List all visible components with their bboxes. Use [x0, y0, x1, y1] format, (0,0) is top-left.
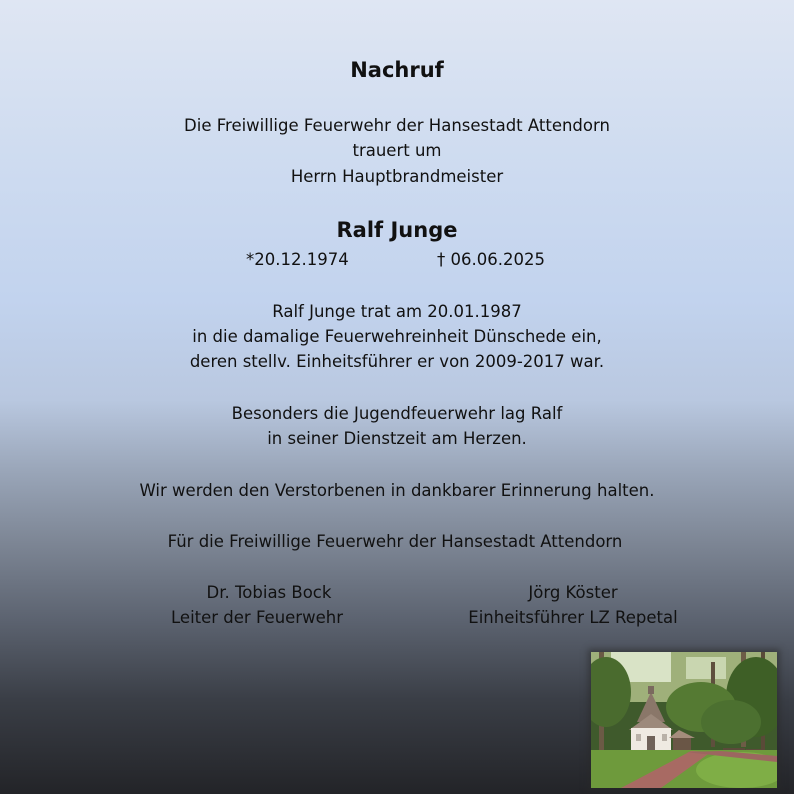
intro-line-1: Die Freiwillige Feuerwehr der Hansestadt Attendorn: [184, 116, 610, 135]
remembrance-line: Wir werden den Verstorbenen in dankbarer Erinnerung halten.: [139, 481, 655, 500]
signatory-name: Dr. Tobias Bock: [206, 583, 332, 602]
intro-line-3: Herrn Hauptbrandmeister: [290, 167, 504, 186]
chapel-scene-image: [591, 652, 777, 788]
intro-line-2: trauert um: [352, 141, 442, 160]
career-line-1: Ralf Junge trat am 20.01.1987: [272, 302, 522, 321]
youth-line-1: Besonders die Jugendfeuerwehr lag Ralf: [231, 404, 563, 423]
youth-line-2: in seiner Dienstzeit am Herzen.: [267, 429, 527, 448]
career-line-2: in die damalige Feuerwehreinheit Dünschede ein,: [192, 327, 602, 346]
chapel-photo: [591, 652, 777, 788]
career-line-3: deren stellv. Einheitsführer er von 2009-2017 war.: [189, 352, 605, 371]
signatory-role: Einheitsführer LZ Repetal: [468, 608, 678, 627]
deceased-name: Ralf Junge: [336, 218, 458, 242]
on-behalf-line: Für die Freiwillige Feuerwehr der Hansestadt Attendorn: [167, 532, 623, 551]
signatory-role: Leiter der Feuerwehr: [171, 608, 343, 627]
birth-date: *20.12.1974: [246, 250, 349, 269]
signatory-name: Jörg Köster: [528, 583, 618, 602]
notice-title: Nachruf: [350, 58, 444, 82]
death-date: † 06.06.2025: [437, 250, 545, 269]
